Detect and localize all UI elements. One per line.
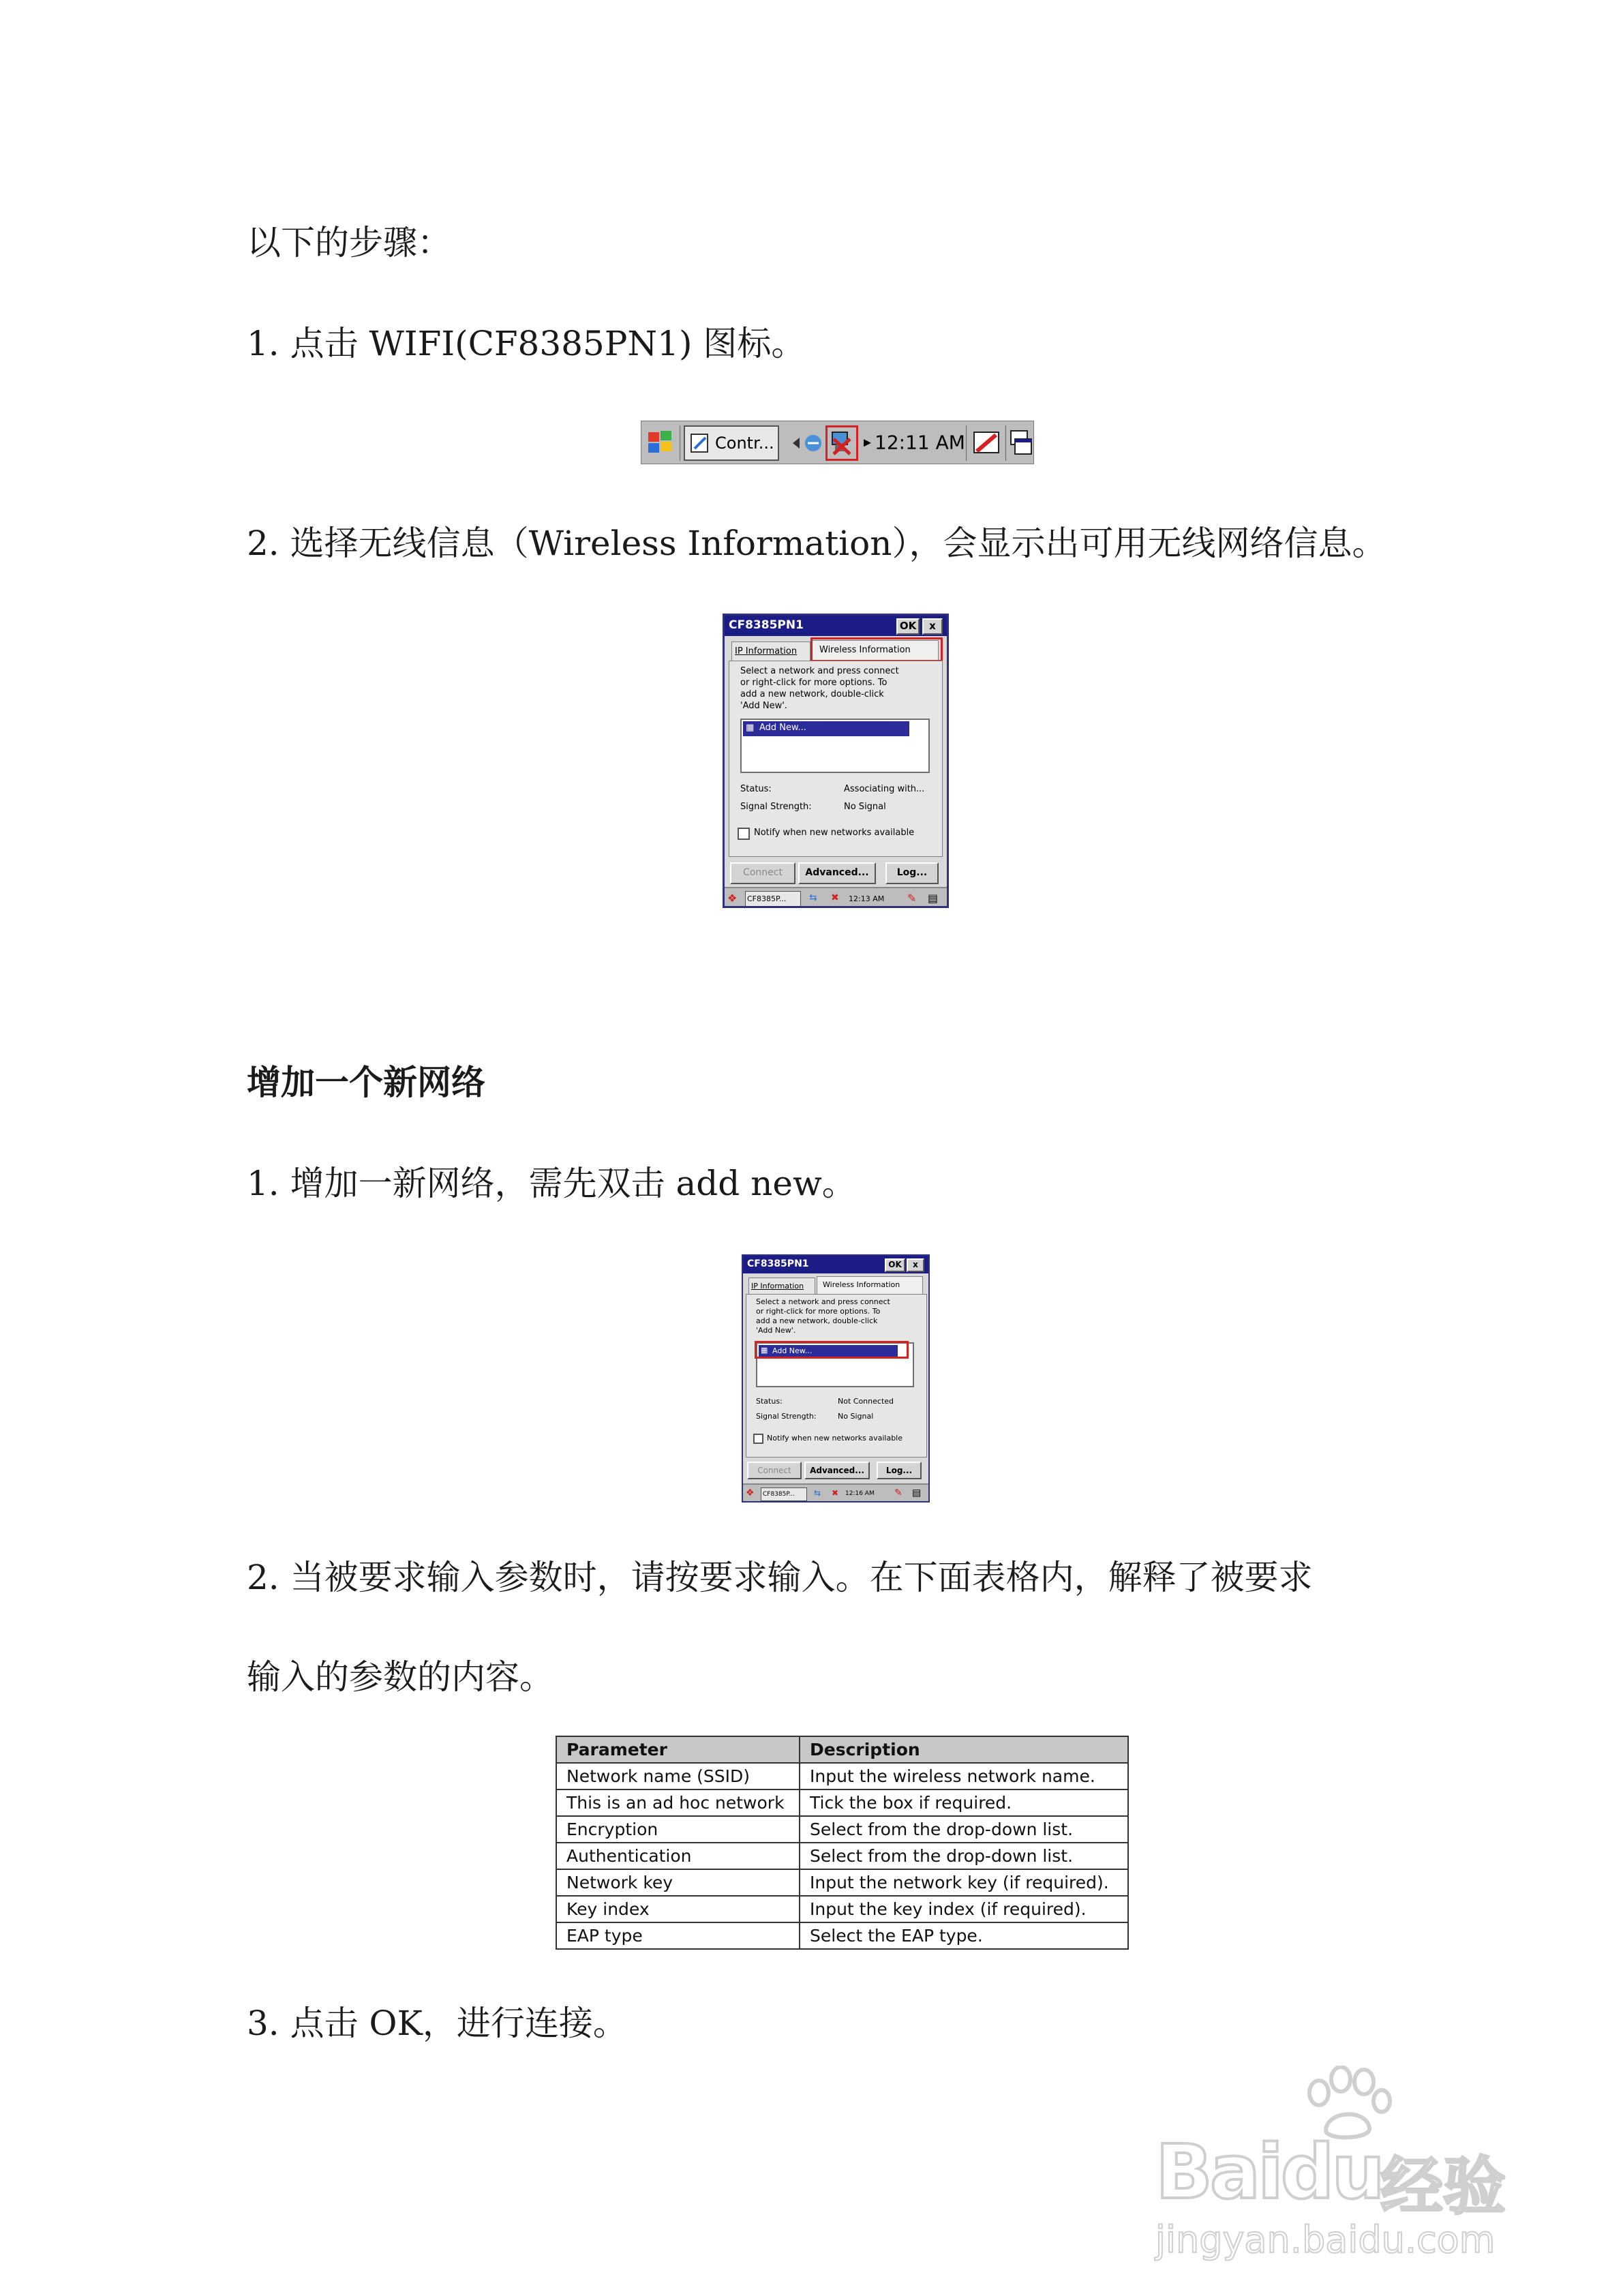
close-button[interactable]: x	[907, 1258, 924, 1272]
desktop-windows-icon[interactable]	[1010, 428, 1033, 458]
table-row	[556, 1789, 1128, 1816]
add-step-3-text: 3. 点击 OK，进行连接。	[247, 2004, 627, 2043]
description-cell: Input the wireless network name.	[800, 1763, 1128, 1789]
header-description: Description	[800, 1736, 1128, 1763]
baidu-logo-text: Baidu	[1155, 2128, 1382, 2216]
ok-button[interactable]: OK	[896, 618, 920, 635]
parameter-cell: EAP type	[556, 1922, 800, 1949]
dialog-title: CF8385PN1	[729, 618, 804, 632]
tray-network-icon[interactable]: ⇆	[809, 892, 817, 903]
wireless-dialog-screenshot-2	[742, 1254, 930, 1502]
task-clock: 12:16 AM	[845, 1490, 875, 1497]
add-new-label: Add New...	[759, 723, 806, 733]
notify-label: Notify when new networks available	[767, 1434, 902, 1442]
step-2-text: 2. 选择无线信息（Wireless Information），会显示出可用无线网络信息。	[247, 524, 1386, 563]
parameter-cell: Authentication	[556, 1843, 800, 1869]
tray-input-icon[interactable]: ✎	[894, 1487, 902, 1498]
intro-text: 以下的步骤：	[247, 223, 451, 262]
task-app-button[interactable]: CF8385P...	[745, 891, 801, 907]
signal-value: No Signal	[838, 1412, 874, 1421]
notify-label: Notify when new networks available	[754, 828, 915, 838]
add-step-2-line-1: 2. 当被要求输入参数时，请按要求输入。在下面表格内，解释了被要求	[247, 1558, 1313, 1597]
parameter-cell: Encryption	[556, 1816, 800, 1843]
network-icon: ▦	[761, 1346, 768, 1355]
network-tray-icon[interactable]	[790, 429, 831, 457]
description-cell: Input the network key (if required).	[800, 1869, 1128, 1896]
taskbar-app-label: Contr...	[715, 434, 774, 453]
notify-checkbox[interactable]	[753, 1434, 763, 1444]
control-panel-icon	[689, 432, 711, 454]
network-icon: ▦	[746, 723, 755, 733]
signal-label: Signal Strength:	[756, 1412, 817, 1421]
log-button[interactable]: Log...	[877, 1462, 922, 1479]
parameter-table	[556, 1736, 1129, 1950]
wireless-tab-highlight	[810, 637, 943, 662]
dialog-taskbar	[725, 887, 947, 908]
close-button[interactable]: x	[922, 618, 943, 635]
table-row	[556, 1816, 1128, 1843]
table-row	[556, 1869, 1128, 1896]
instructions: Select a network and press connect or right-click for more options. To add a new network, double-click 'Add New'.	[756, 1297, 890, 1335]
tray-input-icon[interactable]: ✎	[907, 892, 917, 905]
status-value: Associating with...	[844, 784, 925, 794]
parameter-cell: Network key	[556, 1869, 800, 1896]
table-row	[556, 1896, 1128, 1922]
start-icon[interactable]: ❖	[727, 892, 738, 905]
taskbar-clock: 12:11 AM	[875, 431, 965, 454]
network-list[interactable]	[740, 719, 930, 773]
status-label: Status:	[756, 1397, 783, 1406]
advanced-button[interactable]: Advanced...	[804, 1462, 870, 1479]
step-1-text: 1. 点击 WIFI(CF8385PN1) 图标。	[247, 324, 806, 363]
tray-desktop-icon[interactable]: ▤	[928, 892, 939, 905]
tray-wifi-icon[interactable]: ✖	[832, 1488, 839, 1498]
description-cell: Input the key index (if required).	[800, 1896, 1128, 1922]
ok-button[interactable]: OK	[885, 1258, 905, 1272]
signal-label: Signal Strength:	[740, 802, 812, 812]
watermark-url: jingyan.baidu.com	[1155, 2218, 1496, 2261]
connect-button[interactable]: Connect	[747, 1462, 802, 1479]
baidu-jingyan-watermark	[1155, 2066, 1537, 2263]
table-row	[556, 1922, 1128, 1949]
parameter-cell: This is an ad hoc network	[556, 1789, 800, 1816]
status-value: Not Connected	[838, 1397, 894, 1406]
parameter-cell: Network name (SSID)	[556, 1763, 800, 1789]
tab-wireless-information[interactable]: Wireless Information	[817, 1276, 923, 1294]
tray-desktop-icon[interactable]: ▤	[912, 1487, 922, 1498]
tray-network-icon[interactable]: ⇆	[814, 1488, 821, 1498]
jingyan-logo-text: 经验	[1380, 2150, 1506, 2223]
wireless-dialog-screenshot-1	[723, 614, 949, 908]
tab-ip-information[interactable]: IP Information	[748, 1278, 815, 1294]
wireless-pane	[729, 661, 943, 857]
tray-arrow: ▸	[864, 434, 872, 451]
signal-value: No Signal	[844, 802, 886, 812]
dialog-title: CF8385PN1	[747, 1258, 809, 1269]
add-step-2-line-2: 输入的参数的内容。	[247, 1657, 553, 1697]
taskbar-screenshot	[641, 421, 1034, 464]
wifi-cf8385pn1-icon[interactable]	[830, 429, 854, 457]
tab-wireless-information[interactable]: Wireless Information	[812, 640, 939, 661]
add-new-item[interactable]	[743, 721, 909, 736]
header-parameter: Parameter	[556, 1736, 800, 1763]
log-button[interactable]: Log...	[885, 862, 939, 884]
description-cell: Select the EAP type.	[800, 1922, 1128, 1949]
connect-button[interactable]: Connect	[730, 862, 795, 884]
windows-start-icon	[646, 428, 676, 458]
status-label: Status:	[740, 784, 772, 794]
table-row	[556, 1843, 1128, 1869]
advanced-button[interactable]: Advanced...	[798, 862, 876, 884]
notify-checkbox[interactable]	[738, 828, 750, 840]
description-cell: Tick the box if required.	[800, 1789, 1128, 1816]
dialog-taskbar	[743, 1483, 928, 1502]
wireless-pane	[746, 1294, 927, 1457]
taskbar-app-button[interactable]	[684, 425, 779, 461]
tray-wifi-icon[interactable]: ✖	[831, 892, 839, 903]
task-clock: 12:13 AM	[849, 894, 885, 903]
add-new-highlight	[755, 1341, 909, 1359]
section-heading: 增加一个新网络	[247, 1063, 485, 1102]
table-row	[556, 1763, 1128, 1789]
instructions: Select a network and press connect or right-click for more options. To add a new network, double-click 'Add New'.	[740, 666, 899, 711]
tab-ip-information[interactable]: IP Information	[731, 641, 810, 661]
description-cell: Select from the drop-down list.	[800, 1816, 1128, 1843]
start-icon[interactable]: ❖	[746, 1487, 755, 1498]
add-step-1-text: 1. 增加一新网络，需先双击 add new。	[247, 1164, 856, 1203]
add-new-label: Add New...	[772, 1346, 813, 1355]
input-panel-icon[interactable]	[973, 428, 1001, 458]
table-header-row	[556, 1736, 1128, 1763]
parameter-cell: Key index	[556, 1896, 800, 1922]
description-cell: Select from the drop-down list.	[800, 1843, 1128, 1869]
task-app-button[interactable]: CF8385P...	[761, 1487, 807, 1501]
